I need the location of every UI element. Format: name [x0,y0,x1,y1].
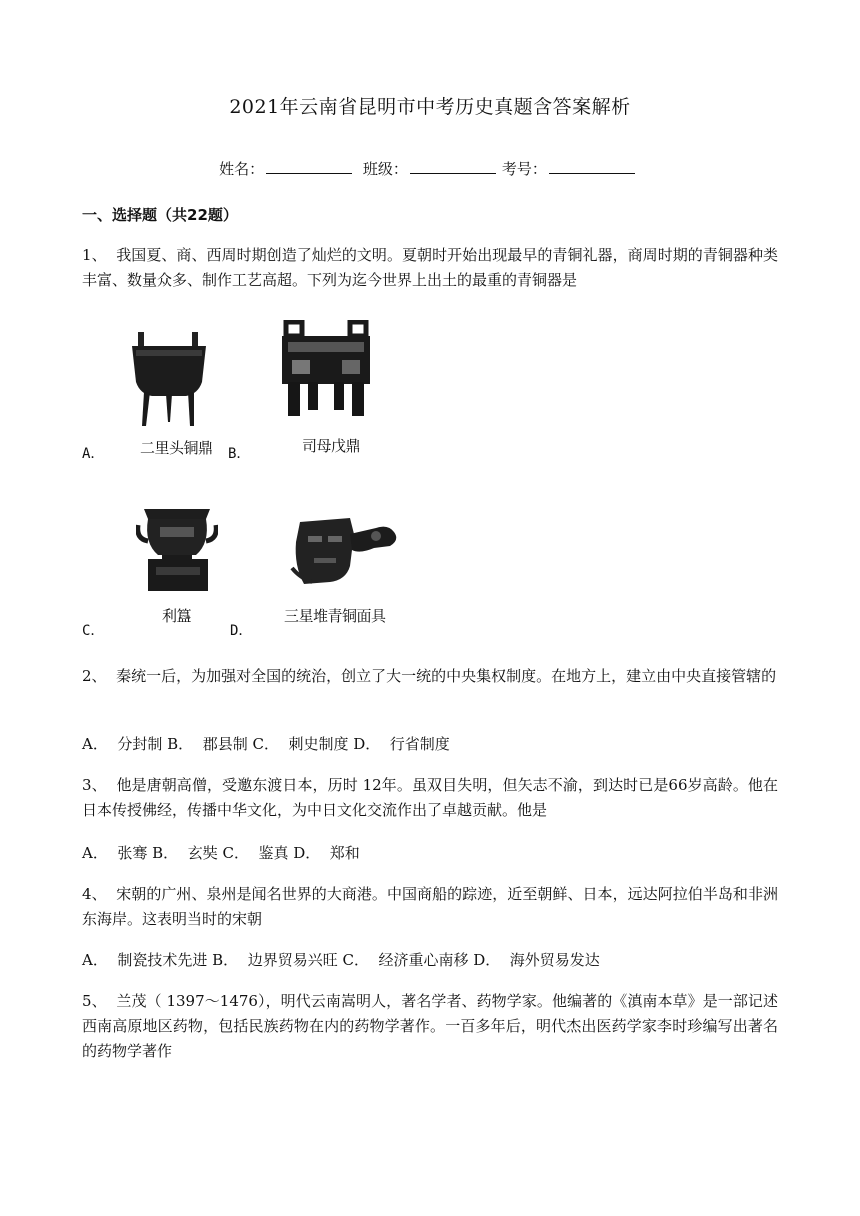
question-number: 5、 [82,992,107,1010]
bronze-square-ding-icon [278,320,374,418]
option-b-letter[interactable]: B． [228,446,251,462]
question-4-options[interactable]: A． 制瓷技术先进 B． 边界贸易兴旺 C． 经济重心南移 D． 海外贸易发达 [82,951,600,969]
bronze-ding-tripod-icon [128,330,210,428]
question-number: 2、 [82,667,107,685]
section-heading: 一、选择题（共22题） [82,206,238,224]
document-title: 2021年云南省昆明市中考历史真题含答案解析 [229,96,631,118]
question-3-options[interactable]: A． 张骞 B． 玄奘 C． 鉴真 D． 郑和 [82,844,360,862]
option-a-letter[interactable]: A． [82,446,105,462]
bronze-gui-vessel-icon [136,503,218,593]
question-5 [82,989,778,1064]
question-4 [82,882,778,932]
question-1 [82,243,778,293]
question-text: 秦统一后，为加强对全国的统治，创立了大一统的中央集权制度。在地方上，建立由中央直接管辖的 [116,667,777,685]
name-label: 姓名： [219,160,265,178]
option-c-caption: 利簋 [162,607,192,625]
option-d-caption: 三星堆青铜面具 [284,607,386,625]
class-field[interactable] [410,159,496,174]
question-number: 1、 [82,246,107,264]
option-d-letter[interactable]: D． [230,623,253,639]
option-b-caption: 司母戊鼎 [302,437,361,455]
question-text: 兰茂（ 1397～1476），明代云南嵩明人，著名学者、药物学家。他编著的《滇南本草》是一部记述西南高原地区药物，包括民族药物在内的药物学著作。一百多年后，明代杰出医药学家李时珍编写出著名的药物学著作 [82,992,779,1060]
bronze-mask-icon [290,514,402,588]
question-number: 3、 [82,776,107,794]
number-field[interactable] [549,159,635,174]
option-c-letter[interactable]: C． [82,623,105,639]
question-text: 他是唐朝高僧，受邀东渡日本，历时 12年。虽双目失明，但矢志不渝，到达时已是66岁高龄。他在日本传授佛经，传播中华文化，为中日文化交流作出了卓越贡献。他是 [82,776,779,819]
question-3 [82,773,778,823]
question-number: 4、 [82,885,107,903]
question-2-options[interactable]: A． 分封制 B． 郡县制 C． 刺史制度 D． 行省制度 [82,735,450,753]
student-info [0,158,860,179]
question-text: 我国夏、商、西周时期创造了灿烂的文明。夏朝时开始出现最早的青铜礼器，商周时期的青铜器种类丰富、数量众多、制作工艺高超。下列为迄今世界上出土的最重的青铜器是 [82,246,778,289]
name-field[interactable] [266,159,352,174]
class-label: 班级： [362,160,408,178]
question-2 [82,664,778,689]
option-a-caption: 二里头铜鼎 [140,439,213,457]
number-label: 考号： [501,160,547,178]
question-text: 宋朝的广州、泉州是闻名世界的大商港。中国商船的踪迹，近至朝鲜、日本，远达阿拉伯半岛和非洲东海岸。这表明当时的宋朝 [82,885,778,928]
